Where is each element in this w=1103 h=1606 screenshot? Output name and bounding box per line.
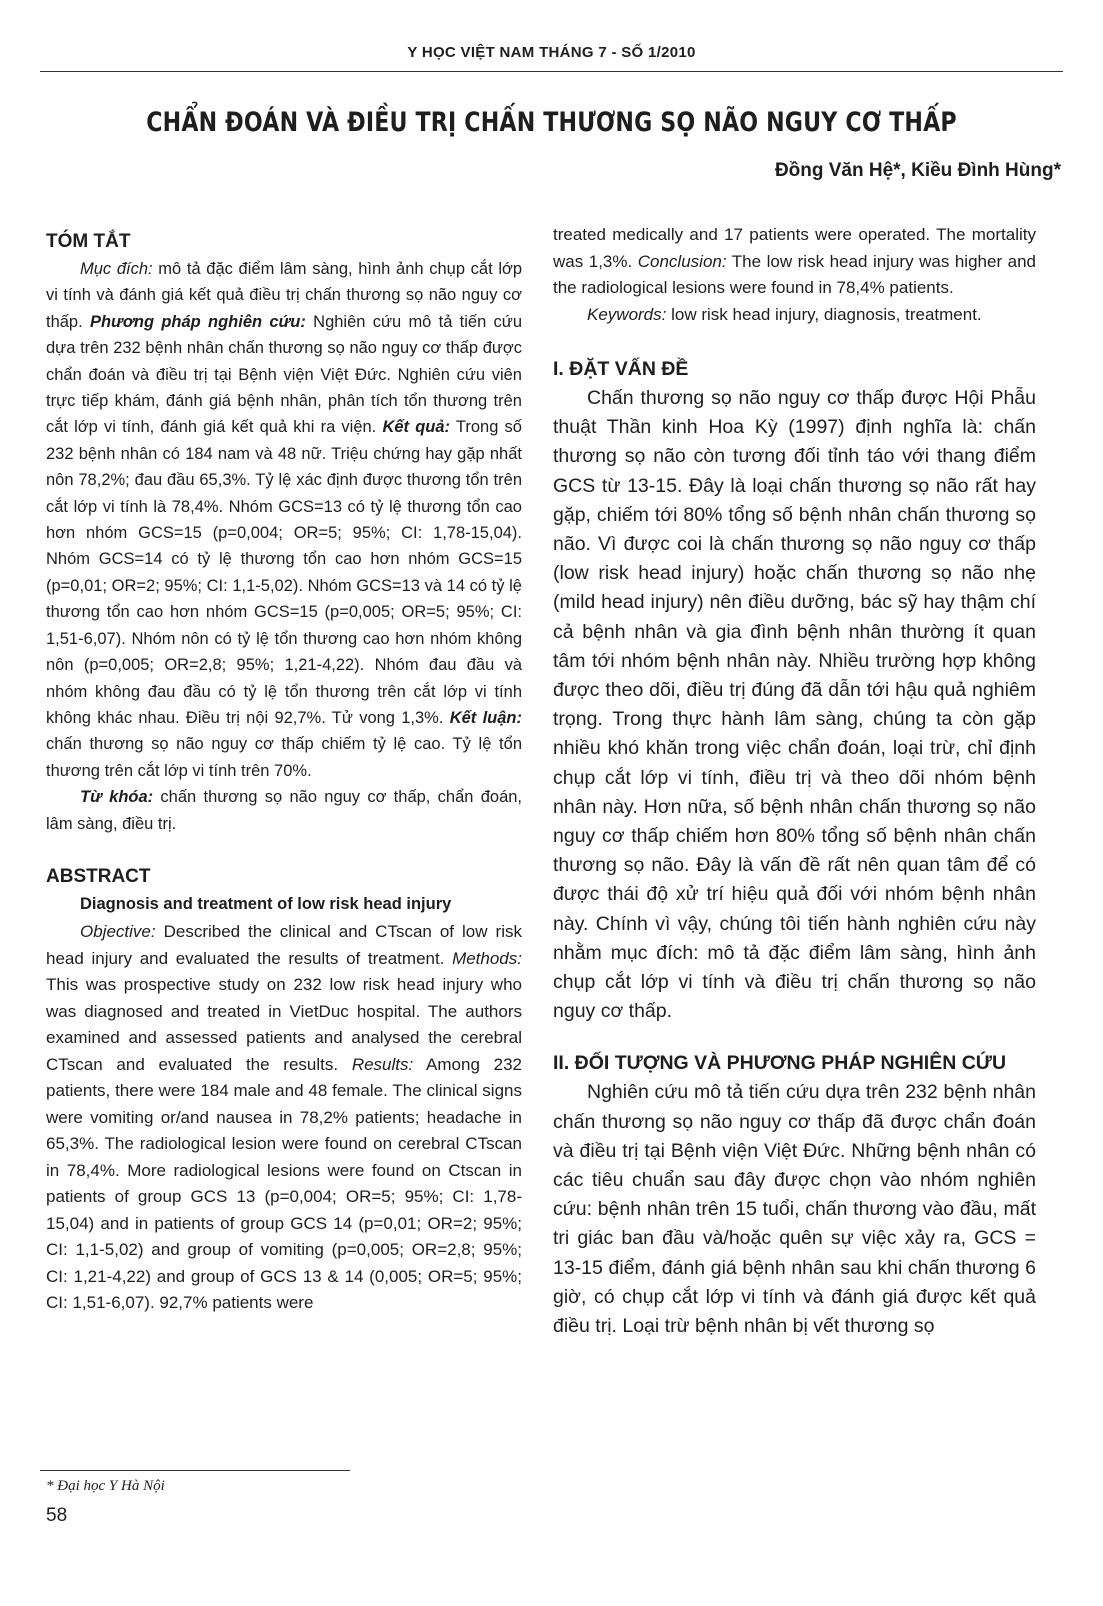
journal-header: Y HỌC VIỆT NAM THÁNG 7 - SỐ 1/2010 xyxy=(407,44,696,61)
abstract-continuation xyxy=(553,222,1036,302)
abstract-cont-text2: The low risk head injury was higher and the radiological lesions were found in 78,4% patients. xyxy=(553,251,1036,297)
abstract-label-methods: Methods: xyxy=(452,948,522,968)
summary-keywords-label: Từ khóa: xyxy=(80,788,154,807)
right-column xyxy=(553,222,1036,1341)
summary-keywords-text: chấn thương sọ não nguy cơ thấp, chẩn đoán, lâm sàng, điều trị. xyxy=(46,788,523,833)
abstract-heading: ABSTRACT xyxy=(46,865,151,887)
summary-paragraph xyxy=(46,256,522,784)
section2-heading: II. ĐỐI TƯỢNG VÀ PHƯƠNG PHÁP NGHIÊN CỨU xyxy=(553,1052,1007,1075)
abstract-keywords-label: Keywords: xyxy=(587,304,667,324)
summary-label-results: Kết quả: xyxy=(382,418,451,437)
footnote-rule xyxy=(40,1470,350,1471)
abstract-text-methods: This was prospective study on 232 low risk head injury who was diagnosed and treated in VietDuc hospital. The authors examined and assessed patients and analysed the cerebral CTscan and evaluated the results. xyxy=(46,975,522,1074)
abstract-subtitle: Diagnosis and treatment of low risk head injury xyxy=(80,894,452,913)
summary-text-objective: mô tả đặc điểm lâm sàng, hình ảnh chụp cắt lớp vi tính và đánh giá kết quả điều trị chấn thương sọ não nguy cơ thấp. xyxy=(46,260,522,331)
summary-text-results: Trong số 232 bệnh nhân có 184 nam và 48 nữ. Triệu chứng hay gặp nhất nôn 78,2%; đau đầu 65,3%. Tỷ lệ xác định được thương tổn trên cắt lớp vi tính là 78,4%. Nhóm GCS=13 có tỷ lệ thương tổn cao hơn nhóm GCS=15 (p=0,004; OR=5; 95%; CI: 1,78-15,04). Nhóm GCS=14 có tỷ lệ thương tổn cao hơn nhóm GCS=15 (p=0,01; OR=2; 95%; CI: 1,1-5,02). Nhóm GCS=13 và 14 có tỷ lệ thương tổn cao hơn nhóm GCS=15 (p=0,005; OR=5; 95%; CI: 1,51-6,07). Nhóm nôn có tỷ lệ tổn thương cao hơn nhóm không nôn (p=0,005; OR=2,8; 95%; 1,21-4,22). Nhóm đau đầu và nhóm không đau đầu có tỷ lệ tổn thương trên cắt lớp vi tính không khác nhau. Điều trị nội 92,7%. Tử vong 1,3%. xyxy=(46,418,522,727)
summary-label-conclusion: Kết luận: xyxy=(449,708,522,727)
abstract-label-objective: Objective: xyxy=(80,922,156,942)
abstract-keywords xyxy=(553,302,1036,329)
summary-text-methods: Nghiên cứu mô tả tiến cứu dựa trên 232 bệnh nhân chấn thương sọ não nguy cơ thấp được chẩn đoán và điều trị tại Bệnh viện Việt Đức. Nghiên cứu viên trực tiếp khám, đánh giá bệnh nhân, phân tích tổn thương trên cắt lớp vi tính, đánh giá kết quả khi ra viện. xyxy=(46,312,522,437)
footnote-text: * Đại học Y Hà Nội xyxy=(46,1478,165,1494)
summary-label-objective: Mục đích: xyxy=(80,260,153,278)
section2-text: Nghiên cứu mô tả tiến cứu dựa trên 232 bệnh nhân chấn thương sọ não nguy cơ thấp đã được chẩn đoán và điều trị tại Bệnh viện Việt Đức. Những bệnh nhân có các tiêu chuẩn sau đây được chọn vào nhóm nghiên cứu: bệnh nhân trên 15 tuổi, chấn thương vào đầu, mất tri giác ban đầu và/hoặc quên sự việc xảy ra, GCS = 13-15 điểm, đánh giá bệnh nhân sau khi chấn thương 6 giờ, có chụp cắt lớp vi tính và đánh giá được kết quả điều trị. Loại trừ bệnh nhân bị vết thương sọ xyxy=(553,1081,1036,1338)
header-rule xyxy=(40,71,1063,72)
page-number: 58 xyxy=(46,1505,68,1526)
footnote xyxy=(46,1478,165,1495)
abstract-paragraph xyxy=(46,919,522,1317)
abstract-keywords-text: low risk head injury, diagnosis, treatment. xyxy=(666,304,982,324)
summary-label-methods: Phương pháp nghiên cứu: xyxy=(89,312,306,331)
section1-text: Chấn thương sọ não nguy cơ thấp được Hội Phẫu thuật Thần kinh Hoa Kỳ (1997) định nghĩa là: chấn thương sọ não còn tương đối tỉnh táo với thang điểm GCS từ 13-15. Đây là loại chấn thương sọ não rất hay gặp, chiếm tới 80% tổng số bệnh nhân chấn thương sọ não. Vì được coi là chấn thương sọ não nguy cơ thấp (low risk head injury) hoặc chấn thương sọ não nhẹ (mild head injury) nên điều dưỡng, bác sỹ hay thậm chí cả bệnh nhân và gia đình bệnh nhân thường ít quan tâm tới nhóm bệnh nhân này. Nhiều trường hợp không được theo dõi, điều trị đúng đã dẫn tới hậu quả nghiêm trọng. Trong thực hành lâm sàng, chúng ta còn gặp nhiều khó khăn trong việc chẩn đoán, loại trừ, chỉ định chụp cắt lớp vi tính, điều trị và theo dõi nhóm bệnh nhân này. Hơn nữa, số bệnh nhân chấn thương sọ não nguy cơ thấp chiếm hơn 80% tổng số bệnh nhân chấn thương sọ não. Đây là vấn đề rất nên quan tâm để có được thái độ xử trí hiệu quả đối với nhóm bệnh nhân này. Chính vì vậy, chúng tôi tiến hành nghiên cứu này nhằm mục đích: mô tả đặc điểm lâm sàng, hình ảnh chụp cắt lớp vi tính và điều trị chấn thương sọ não nguy cơ thấp. xyxy=(553,387,1036,1023)
summary-heading: TÓM TẮT xyxy=(46,231,131,252)
article-title: CHẨN ĐOÁN VÀ ĐIỀU TRỊ CHẤN THƯƠNG SỌ NÃO NGUY CƠ THẤP xyxy=(146,107,957,138)
summary-keywords xyxy=(46,784,522,837)
abstract-text-objective: Described the clinical and CTscan of low risk head injury and evaluated the results of treatment. xyxy=(46,922,522,968)
section1-heading: I. ĐẶT VẤN ĐỀ xyxy=(553,358,689,380)
abstract-text-results: Among 232 patients, there were 184 male and 48 female. The clinical signs were vomiting or/and nausea in 78,2% patients; headache in 65,3%. The radiological lesion were found on cerebral CTscan in 78,4%. More radiological lesions were found on Ctscan in patients of group GCS 13 (p=0,004; OR=5; 95%; CI: 1,78-15,04) and in patients of group GCS 14 (p=0,01; OR=2; 95%; CI: 1,1-5,02) and group of vomiting (p=0,005; OR=2,8; 95%; CI: 1,21-4,22) and group of GCS 13 & 14 (0,005; OR=5; 95%; CI: 1,51-6,07). 92,7% patients were xyxy=(46,1054,522,1313)
abstract-label-results: Results: xyxy=(351,1054,414,1074)
abstract-label-conclusion: Conclusion: xyxy=(637,251,727,271)
abstract-cont-text1: treated medically and 17 patients were operated. The mortality was 1,3%. xyxy=(553,225,1036,271)
left-column xyxy=(46,228,522,1317)
article-authors: Đồng Văn Hệ*, Kiều Đình Hùng* xyxy=(774,160,1061,181)
summary-text-conclusion: chấn thương sọ não nguy cơ thấp chiếm tỷ lệ cao. Tỷ lệ tổn thương trên cắt lớp vi tính trên 70%. xyxy=(46,735,522,780)
